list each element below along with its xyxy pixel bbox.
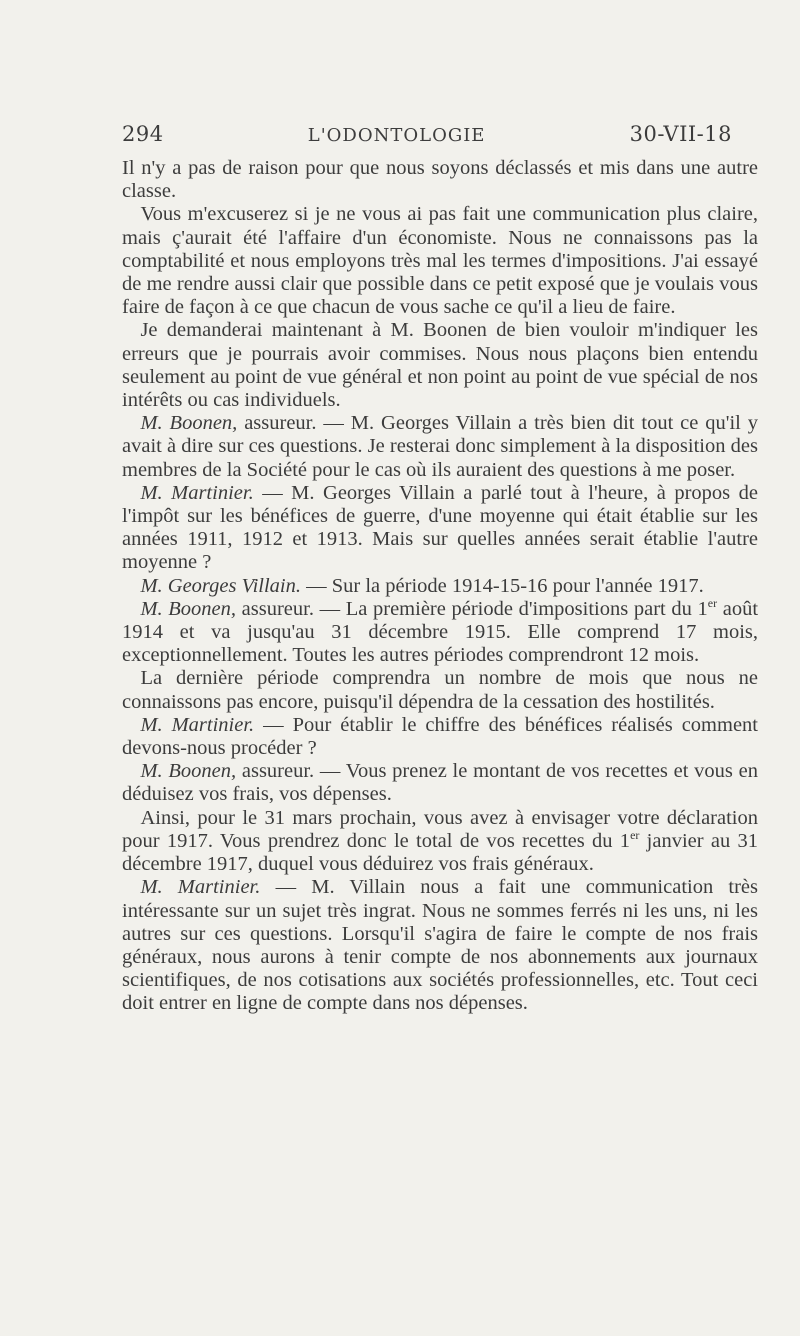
paragraph: M. Boonen, assureur. — La première période d'impositions part du 1er août 1914 et va jusqu'au 31 décembre 1915. Elle comprend 17 mois, exceptionnellement. Toutes les autres périodes comprendront 12 mois. [122,596,759,667]
paragraph: La dernière période comprendra un nombre de mois que nous ne connaissons pas encore, puisqu'il dépendra de la cessation des hostilités. [122,667,758,713]
page-number: 294 [122,122,164,146]
body-text [122,157,758,1016]
paragraph: Il n'y a pas de raison pour que nous soyons déclassés et mis dans une autre classe. [122,157,758,203]
paragraph: M. Martinier. — M. Georges Villain a parlé tout à l'heure, à propos de l'impôt sur les bénéfices de guerre, d'une moyenne qui était établie sur les années 1911, 1912 et 1913. Mais sur quelles années serait établie l'autre moyenne ? [122,481,758,574]
speaker-name: M. Georges Villain. [140,574,301,597]
issue-date: 30-VII-18 [629,122,732,146]
speaker-name: M. Boonen, [140,597,237,620]
paragraph: Vous m'excuserez si je ne vous ai pas fait une communication plus claire, mais ç'aurait été l'affaire d'un économiste. Nous ne connaissons pas la comptabilité et nous employons très mal les termes d'impositions. J'ai essayé de me rendre aussi clair que possible dans ce petit exposé que je voulais vous faire de façon à ce que chacun de vous sache ce qu'il a lieu de faire. [122,203,758,319]
journal-title: L'ODONTOLOGIE [307,125,486,146]
paragraph: M. Martinier. — Pour établir le chiffre des bénéfices réalisés comment devons-nous procéder ? [122,713,758,760]
paragraph: Ainsi, pour le 31 mars prochain, vous avez à envisager votre déclaration pour 1917. Vous prendrez donc le total de vos recettes du 1er janvier au 31 décembre 1917, duquel vous déduirez vos frais généraux. [122,806,759,876]
paragraph: M. Martinier. — M. Villain nous a fait une communication très intéressante sur un sujet très ingrat. Nous ne sommes ferrés ni les uns, ni les autres sur ces questions. Lorsqu'il s'agira de faire le compte de nos frais généraux, nous aurons à tenir compte de nos abonnements aux journaux scientifiques, de nos cotisations aux sociétés professionnelles, etc. Tout ceci doit entrer en ligne de compte dans nos dépenses. [122,876,758,1015]
paragraph: M. Boonen, assureur. — Vous prenez le montant de vos recettes et vous en déduisez vos frais, vos dépenses. [122,760,759,806]
speaker-name: M. Martinier. [140,876,261,899]
running-header [122,122,732,146]
paragraph: Je demanderai maintenant à M. Boonen de bien vouloir m'indiquer les erreurs que je pourrais avoir commises. Nous nous plaçons bien entendu seulement au point de vue général et non point au point de vue spécial de nos intérêts ou cas individuels. [122,319,758,412]
paragraph: M. Boonen, assureur. — M. Georges Villain a très bien dit tout ce qu'il y avait à dire sur ces questions. Je resterai donc simplement à la disposition des membres de la Société pour le cas où ils auraient des questions à me poser. [122,412,759,481]
speaker-name: M. Martinier. [140,481,254,504]
paragraph: M. Georges Villain. — Sur la période 1914-15-16 pour l'année 1917. [140,574,704,597]
speaker-name: M. Martinier. [140,713,255,736]
speaker-name: M. Boonen, [140,760,237,783]
speaker-name: M. Boonen, [140,412,238,435]
